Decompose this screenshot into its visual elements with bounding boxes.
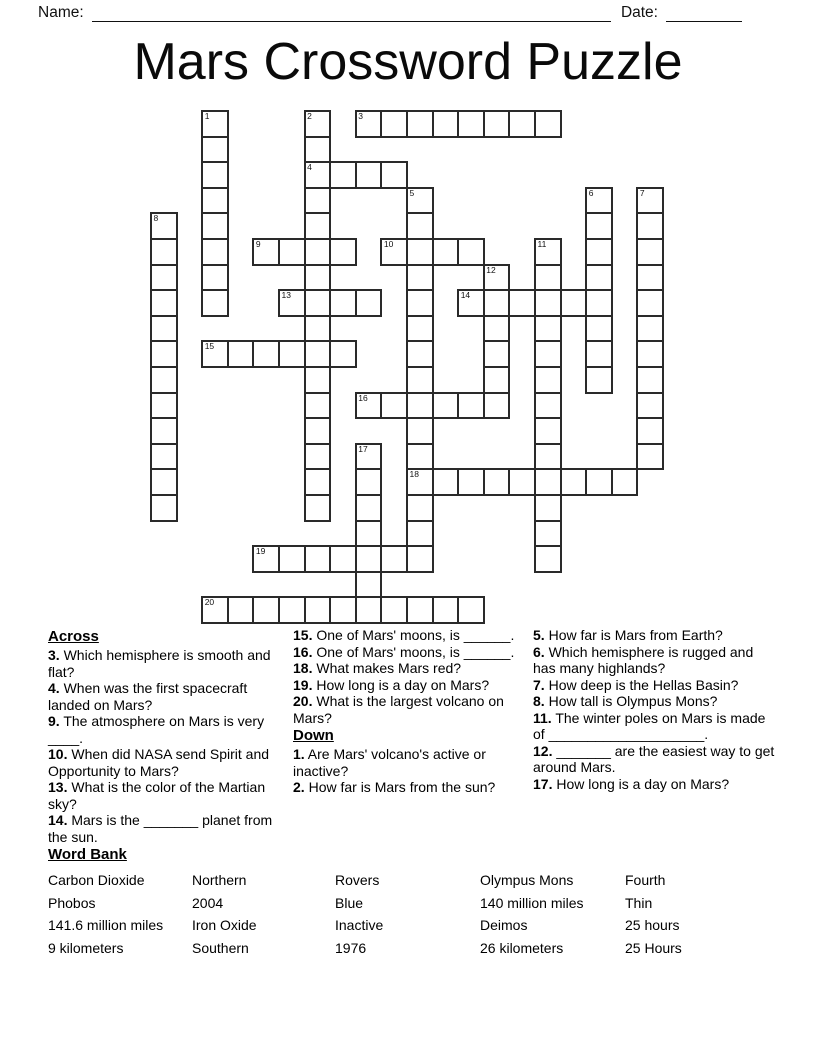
- grid-cell[interactable]: [636, 417, 664, 445]
- grid-cell[interactable]: [534, 340, 562, 368]
- word-bank-table: [48, 869, 788, 959]
- grid-cell[interactable]: [406, 340, 434, 368]
- grid-cell[interactable]: [380, 161, 408, 189]
- grid-cell[interactable]: [304, 494, 332, 522]
- grid-cell[interactable]: [278, 545, 306, 573]
- grid-cell[interactable]: [201, 136, 229, 164]
- grid-cell[interactable]: [406, 545, 434, 573]
- clue-number: 15.: [293, 627, 313, 643]
- clue-6: 6. Which hemisphere is rugged and has many highlands?: [533, 643, 754, 676]
- grid-cell[interactable]: [534, 392, 562, 420]
- word-bank-item: Blue: [335, 894, 364, 911]
- grid-cell[interactable]: [304, 468, 332, 496]
- clue-number: 11.: [533, 709, 552, 726]
- grid-cell[interactable]: [252, 545, 280, 573]
- grid-cell[interactable]: [457, 110, 485, 138]
- grid-cell[interactable]: [636, 315, 664, 343]
- grid-cell[interactable]: [304, 596, 332, 624]
- grid-cell[interactable]: [457, 238, 485, 266]
- grid-cell[interactable]: [150, 264, 178, 292]
- grid-cell[interactable]: [304, 392, 332, 420]
- grid-cell[interactable]: [150, 315, 178, 343]
- grid-cell[interactable]: [252, 238, 280, 266]
- clue-5: 5. How far is Mars from Earth?: [533, 627, 723, 643]
- grid-cell[interactable]: [585, 289, 613, 317]
- word-bank-item: 2004: [192, 894, 224, 911]
- grid-cell[interactable]: [304, 315, 332, 343]
- grid-cell[interactable]: [585, 238, 613, 266]
- grid-cell[interactable]: [483, 315, 511, 343]
- grid-cell[interactable]: [304, 289, 332, 317]
- clues-section-heading: Down: [293, 727, 334, 744]
- clue-number: 2.: [293, 779, 305, 795]
- word-bank-item: 25 Hours: [625, 939, 682, 956]
- grid-cell[interactable]: [304, 161, 332, 189]
- grid-cell[interactable]: [432, 238, 460, 266]
- grid-cell[interactable]: [534, 417, 562, 445]
- grid-cell[interactable]: [406, 289, 434, 317]
- grid-cell[interactable]: [560, 468, 588, 496]
- grid-cell[interactable]: [150, 366, 178, 394]
- grid-cell[interactable]: [150, 468, 178, 496]
- word-bank-item: Inactive: [335, 917, 384, 934]
- clue-14: 14. Mars is the _______ planet from the sun.: [48, 812, 273, 845]
- grid-cell[interactable]: [329, 238, 357, 266]
- clue-column-1: [48, 627, 286, 845]
- word-bank-item: Carbon Dioxide: [48, 872, 145, 888]
- grid-cell[interactable]: [304, 212, 332, 240]
- date-input-line[interactable]: [666, 4, 742, 22]
- clue-number: 6.: [533, 643, 545, 660]
- grid-cell[interactable]: [304, 110, 332, 138]
- grid-cell[interactable]: [406, 494, 434, 522]
- grid-cell[interactable]: [534, 520, 562, 548]
- grid-cell[interactable]: [201, 340, 229, 368]
- cell-clue-number: 15: [204, 341, 215, 352]
- grid-cell[interactable]: [432, 110, 460, 138]
- cell-clue-number: 13: [281, 290, 291, 301]
- grid-cell[interactable]: [483, 468, 511, 496]
- grid-cell[interactable]: [304, 443, 332, 471]
- clue-number: 4.: [48, 680, 60, 696]
- word-bank-item: 141.6 million miles: [48, 917, 164, 934]
- grid-cell[interactable]: [534, 289, 562, 317]
- clue-number: 1.: [293, 746, 305, 762]
- grid-cell[interactable]: [534, 110, 562, 138]
- grid-cell[interactable]: [380, 238, 408, 266]
- clue-number: 14.: [48, 812, 68, 828]
- grid-cell[interactable]: [380, 392, 408, 420]
- grid-cell[interactable]: [150, 417, 178, 445]
- grid-cell[interactable]: [406, 110, 434, 138]
- word-bank-item: Fourth: [625, 872, 666, 888]
- grid-cell[interactable]: [304, 545, 332, 573]
- clues-section-heading: Across: [48, 628, 99, 645]
- clue-7: 7. How deep is the Hellas Basin?: [533, 676, 739, 693]
- grid-cell[interactable]: [329, 545, 357, 573]
- grid-cell[interactable]: [406, 315, 434, 343]
- grid-cell[interactable]: [534, 315, 562, 343]
- clue-20: 20. What is the largest volcano on Mars?: [293, 693, 504, 726]
- grid-cell[interactable]: [329, 340, 357, 368]
- word-bank-column: [48, 869, 192, 959]
- grid-cell[interactable]: [355, 494, 383, 522]
- grid-cell[interactable]: [406, 443, 434, 471]
- word-bank-item: 9 kilometers: [48, 939, 124, 956]
- grid-cell[interactable]: [278, 340, 306, 368]
- grid-cell[interactable]: [304, 366, 332, 394]
- grid-cell[interactable]: [201, 161, 229, 189]
- grid-cell[interactable]: [150, 212, 178, 240]
- page-title: Mars Crossword Puzzle: [133, 33, 683, 91]
- clue-10: 10. When did NASA send Spirit and Opportunity to Mars?: [48, 746, 270, 779]
- clue-number: 19.: [293, 676, 313, 693]
- word-bank-item: Deimos: [480, 917, 528, 934]
- grid-cell[interactable]: [636, 443, 664, 471]
- clue-number: 7.: [533, 676, 545, 693]
- grid-cell[interactable]: [432, 596, 460, 624]
- grid-cell[interactable]: [585, 187, 613, 215]
- clue-column-3: [533, 627, 779, 792]
- grid-cell[interactable]: [380, 110, 408, 138]
- grid-cell[interactable]: [636, 366, 664, 394]
- grid-cell[interactable]: [636, 392, 664, 420]
- date-label: Date:: [620, 4, 658, 21]
- grid-cell[interactable]: [585, 264, 613, 292]
- grid-cell[interactable]: [585, 315, 613, 343]
- grid-cell[interactable]: [585, 212, 613, 240]
- clue-number: 12.: [533, 742, 553, 759]
- grid-cell[interactable]: [611, 468, 639, 496]
- cell-clue-number: 16: [358, 392, 368, 403]
- cell-clue-number: 20: [204, 597, 215, 608]
- grid-cell[interactable]: [406, 187, 434, 215]
- clue-2: 2. How far is Mars from the sun?: [293, 779, 496, 795]
- grid-cell[interactable]: [355, 520, 383, 548]
- grid-cell[interactable]: [355, 392, 383, 420]
- cell-clue-number: 8: [153, 213, 159, 224]
- worksheet-header: [38, 4, 742, 23]
- cell-clue-number: 9: [255, 239, 261, 249]
- grid-cell[interactable]: [304, 417, 332, 445]
- word-bank-item: Olympus Mons: [480, 872, 574, 888]
- grid-cell[interactable]: [636, 187, 664, 215]
- grid-cell[interactable]: [534, 264, 562, 292]
- word-bank-item: 140 million miles: [480, 894, 584, 911]
- word-bank-item: Southern: [192, 939, 249, 956]
- grid-cell[interactable]: [150, 494, 178, 522]
- grid-cell[interactable]: [380, 596, 408, 624]
- grid-cell[interactable]: [483, 110, 511, 138]
- grid-cell[interactable]: [457, 468, 485, 496]
- grid-cell[interactable]: [252, 340, 280, 368]
- cell-clue-number: 19: [255, 546, 266, 557]
- cell-clue-number: 7: [639, 187, 645, 198]
- grid-cell[interactable]: [355, 443, 383, 471]
- name-label: Name:: [38, 4, 84, 21]
- grid-cell[interactable]: [227, 340, 255, 368]
- clue-9: 9. The atmosphere on Mars is very ____.: [48, 713, 265, 746]
- clue-13: 13. What is the color of the Martian sky?: [48, 779, 266, 812]
- grid-cell[interactable]: [457, 392, 485, 420]
- clue-8: 8. How tall is Olympus Mons?: [533, 693, 718, 709]
- grid-cell[interactable]: [201, 264, 229, 292]
- grid-cell[interactable]: [355, 468, 383, 496]
- grid-cell[interactable]: [534, 545, 562, 573]
- grid-cell[interactable]: [278, 596, 306, 624]
- clue-number: 20.: [293, 693, 313, 709]
- clue-4: 4. When was the first spacecraft landed on Mars?: [48, 680, 248, 713]
- cell-clue-number: 11: [537, 239, 547, 249]
- grid-cell[interactable]: [150, 392, 178, 420]
- grid-cell[interactable]: [201, 110, 229, 138]
- grid-cell[interactable]: [483, 366, 511, 394]
- grid-cell[interactable]: [406, 596, 434, 624]
- grid-cell[interactable]: [150, 443, 178, 471]
- clue-number: 10.: [48, 746, 68, 762]
- grid-cell[interactable]: [227, 596, 255, 624]
- grid-cell[interactable]: [329, 289, 357, 317]
- grid-cell[interactable]: [329, 596, 357, 624]
- cell-clue-number: 12: [486, 264, 496, 275]
- grid-cell[interactable]: [355, 571, 383, 599]
- grid-cell[interactable]: [304, 264, 332, 292]
- grid-cell[interactable]: [534, 494, 562, 522]
- grid-cell[interactable]: [304, 238, 332, 266]
- word-bank-item: 25 hours: [625, 917, 680, 934]
- grid-cell[interactable]: [355, 289, 383, 317]
- grid-cell[interactable]: [534, 238, 562, 266]
- cell-clue-number: 14: [460, 290, 471, 301]
- grid-cell[interactable]: [432, 392, 460, 420]
- cell-clue-number: 4: [307, 162, 312, 173]
- grid-cell[interactable]: [150, 289, 178, 317]
- grid-cell[interactable]: [636, 212, 664, 240]
- grid-cell[interactable]: [304, 340, 332, 368]
- clue-1: 1. Are Mars' volcano's active or inactive?: [293, 746, 486, 779]
- grid-cell[interactable]: [406, 468, 434, 496]
- grid-cell[interactable]: [534, 468, 562, 496]
- cell-clue-number: 3: [358, 111, 364, 121]
- clue-15: 15. One of Mars' moons, is ______.: [293, 627, 515, 643]
- grid-cell[interactable]: [406, 417, 434, 445]
- word-bank-item: Rovers: [335, 872, 380, 888]
- grid-cell[interactable]: [636, 289, 664, 317]
- word-bank-column: [335, 869, 480, 959]
- clue-18: 18. What makes Mars red?: [293, 660, 462, 676]
- clue-number: 9.: [48, 713, 60, 729]
- grid-cell[interactable]: [150, 238, 178, 266]
- clue-number: 18.: [293, 660, 313, 676]
- grid-cell[interactable]: [304, 187, 332, 215]
- grid-cell[interactable]: [278, 238, 306, 266]
- grid-cell[interactable]: [406, 392, 434, 420]
- grid-cell[interactable]: [457, 596, 485, 624]
- grid-cell[interactable]: [201, 289, 229, 317]
- grid-cell[interactable]: [355, 110, 383, 138]
- grid-cell[interactable]: [585, 468, 613, 496]
- clue-number: 17.: [533, 775, 553, 792]
- word-bank-item: 1976: [335, 939, 367, 956]
- grid-cell[interactable]: [201, 238, 229, 266]
- grid-cell[interactable]: [201, 596, 229, 624]
- cell-clue-number: 10: [383, 239, 394, 249]
- grid-cell[interactable]: [508, 468, 536, 496]
- clue-number: 5.: [533, 627, 545, 643]
- word-bank-column: [192, 869, 335, 959]
- name-input-line[interactable]: [92, 4, 611, 22]
- word-bank-item: 26 kilometers: [480, 939, 564, 956]
- cell-clue-number: 6: [588, 187, 594, 198]
- clue-16: 16. One of Mars' moons, is ______.: [293, 643, 515, 660]
- grid-cell[interactable]: [636, 238, 664, 266]
- grid-cell[interactable]: [483, 340, 511, 368]
- grid-cell[interactable]: [304, 136, 332, 164]
- clue-number: 13.: [48, 779, 68, 795]
- grid-cell[interactable]: [380, 545, 408, 573]
- grid-cell[interactable]: [252, 596, 280, 624]
- crossword-grid: [150, 110, 666, 626]
- clue-number: 3.: [48, 647, 60, 663]
- grid-cell[interactable]: [534, 366, 562, 394]
- word-bank-item: Iron Oxide: [192, 917, 257, 934]
- grid-cell[interactable]: [406, 212, 434, 240]
- word-bank-column: [480, 869, 625, 959]
- grid-cell[interactable]: [201, 187, 229, 215]
- clue-number: 16.: [293, 643, 313, 660]
- cell-clue-number: 18: [409, 469, 419, 480]
- grid-cell[interactable]: [483, 264, 511, 292]
- cell-clue-number: 5: [409, 187, 415, 198]
- word-bank-column: [625, 869, 682, 959]
- clue-number: 8.: [533, 693, 545, 709]
- word-bank-item: Northern: [192, 872, 247, 888]
- grid-cell[interactable]: [406, 264, 434, 292]
- grid-cell[interactable]: [406, 366, 434, 394]
- word-bank-item: Phobos: [48, 894, 96, 911]
- grid-cell[interactable]: [355, 545, 383, 573]
- grid-cell[interactable]: [278, 289, 306, 317]
- grid-cell[interactable]: [585, 366, 613, 394]
- grid-cell[interactable]: [508, 110, 536, 138]
- clue-column-2: [293, 627, 529, 796]
- cell-clue-number: 2: [307, 111, 312, 121]
- word-bank-heading: Word Bank: [48, 846, 127, 863]
- grid-cell[interactable]: [355, 596, 383, 624]
- grid-cell[interactable]: [201, 212, 229, 240]
- grid-cell[interactable]: [636, 340, 664, 368]
- clue-12: 12. _______ are the easiest way to get around Mars.: [533, 742, 775, 775]
- cell-clue-number: 1: [204, 111, 210, 121]
- clue-19: 19. How long is a day on Mars?: [293, 676, 490, 693]
- grid-cell[interactable]: [508, 289, 536, 317]
- grid-cell[interactable]: [483, 392, 511, 420]
- clue-17: 17. How long is a day on Mars?: [533, 775, 730, 792]
- grid-cell[interactable]: [150, 340, 178, 368]
- cell-clue-number: 17: [358, 443, 368, 454]
- grid-cell[interactable]: [457, 289, 485, 317]
- grid-cell[interactable]: [534, 443, 562, 471]
- grid-cell[interactable]: [483, 289, 511, 317]
- grid-cell[interactable]: [406, 238, 434, 266]
- grid-cell[interactable]: [432, 468, 460, 496]
- clue-11: 11. The winter poles on Mars is made of ____________________.: [533, 709, 766, 742]
- grid-cell[interactable]: [560, 289, 588, 317]
- grid-cell[interactable]: [585, 340, 613, 368]
- clue-3: 3. Which hemisphere is smooth and flat?: [48, 647, 271, 680]
- grid-cell[interactable]: [636, 264, 664, 292]
- word-bank-item: Thin: [625, 894, 653, 911]
- grid-cell[interactable]: [355, 161, 383, 189]
- word-bank: [48, 845, 788, 959]
- grid-cell[interactable]: [406, 520, 434, 548]
- grid-cell[interactable]: [329, 161, 357, 189]
